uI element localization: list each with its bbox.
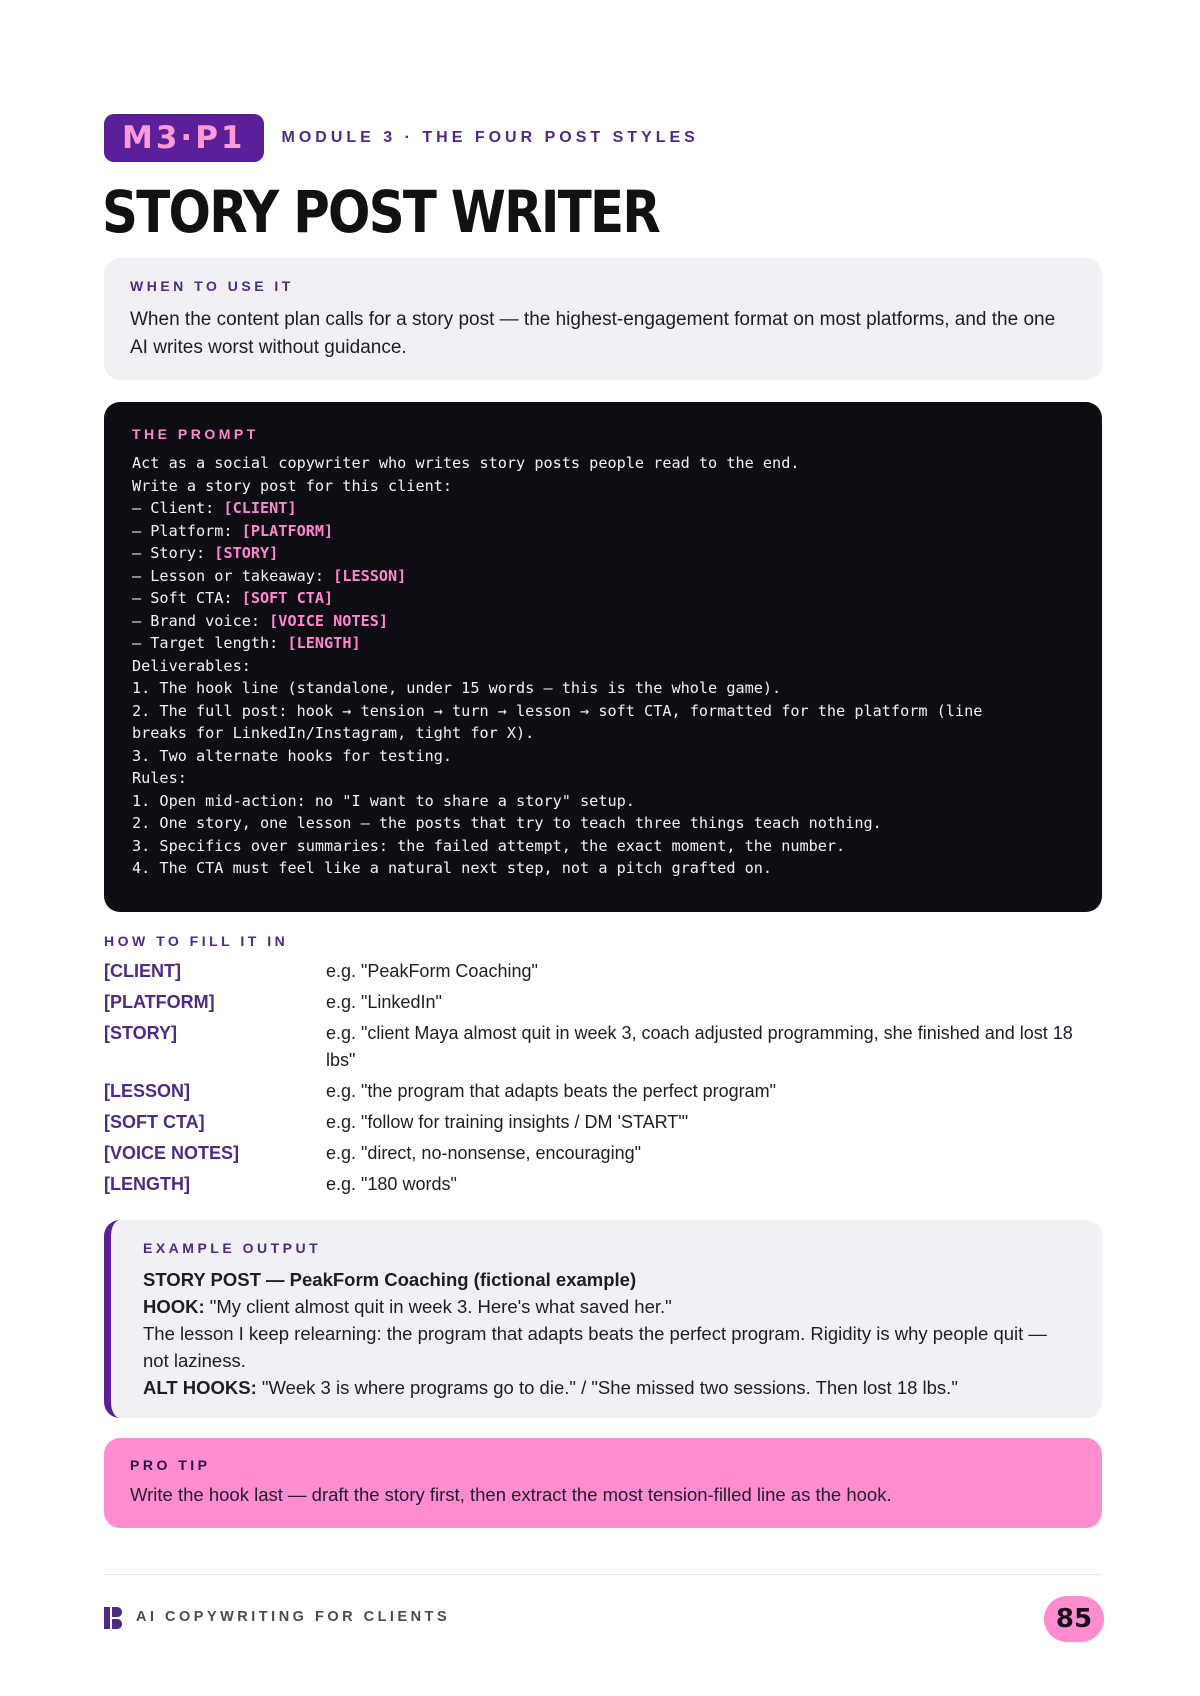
- prompt-line: [132, 610, 1074, 633]
- placeholder-token: [STORY]: [214, 544, 279, 562]
- prompt-line-text: Act as a social copywriter who writes story posts people read to the end.: [132, 454, 800, 472]
- prompt-line: [132, 722, 1074, 745]
- prompt-line: [132, 790, 1074, 813]
- example-body: [143, 1266, 1076, 1401]
- page-number: 85: [1044, 1596, 1104, 1642]
- placeholder-token: [VOICE NOTES]: [269, 611, 389, 630]
- prompt-line-text: – Client:: [132, 499, 224, 517]
- prompt-line: [132, 812, 1074, 835]
- prompt-line-text: Deliverables:: [132, 656, 251, 675]
- placeholder-token: [SOFT CTA]: [241, 589, 334, 607]
- prompt-line: [132, 587, 1074, 610]
- prompt-line-text: – Target length:: [132, 634, 288, 652]
- hook-label: HOOK:: [143, 1296, 205, 1317]
- fill-in-key: [STORY]: [104, 1023, 178, 1043]
- fill-in-value: e.g. "the program that adapts beats the perfect program": [326, 1081, 777, 1101]
- fill-in-row: [104, 1171, 1104, 1198]
- placeholder-token: [LENGTH]: [287, 634, 361, 652]
- alt-hooks-text: "Week 3 is where programs go to die." / "She missed two sessions. Then lost 18 lbs.": [256, 1377, 958, 1398]
- prompt-line-text: – Story:: [132, 544, 215, 562]
- alt-hooks-label: ALT HOOKS:: [143, 1377, 257, 1398]
- prompt-line-text: 1. Open mid-action: no "I want to share a story" setup.: [132, 791, 635, 810]
- prompt-line: [132, 700, 1074, 723]
- placeholder-token: [LESSON]: [333, 566, 407, 585]
- prompt-line: [132, 497, 1074, 520]
- prompt-line-text: – Lesson or takeaway:: [132, 566, 334, 585]
- fill-in-table: [104, 958, 1104, 1202]
- fill-in-value: e.g. "follow for training insights / DM 'START'": [326, 1112, 689, 1132]
- prompt-line-text: – Brand voice:: [132, 611, 270, 630]
- prompt-line: [132, 857, 1074, 880]
- prompt-line: [132, 632, 1074, 655]
- prompt-line: [132, 745, 1074, 768]
- prompt-line: [132, 542, 1074, 565]
- module-label: MODULE 3 · THE FOUR POST STYLES: [281, 129, 699, 146]
- fill-in-key: [LENGTH]: [104, 1174, 190, 1194]
- pro-tip-card: [104, 1438, 1102, 1528]
- prompt-line-text: 2. The full post: hook → tension → turn → lesson → soft CTA, formatted for the platform (line: [132, 701, 983, 720]
- prompt-line-text: breaks for LinkedIn/Instagram, tight for X).: [132, 724, 535, 742]
- prompt-line-text: Write a story post for this client:: [132, 476, 453, 495]
- prompt-line: [132, 655, 1074, 678]
- pro-tip-text: Write the hook last — draft the story first, then extract the most tension-filled line as the hook.: [130, 1484, 892, 1505]
- prompt-line: [132, 767, 1074, 790]
- prompt-line: [132, 452, 1074, 475]
- when-to-use-label: WHEN TO USE IT: [130, 278, 294, 294]
- prompt-line-text: Rules:: [132, 769, 187, 787]
- fill-in-row: [104, 958, 1104, 985]
- prompt-line-text: 1. The hook line (standalone, under 15 words – this is the whole game).: [132, 679, 782, 697]
- footer-title: AI COPYWRITING FOR CLIENTS: [136, 1609, 451, 1625]
- prompt-line-text: 3. Two alternate hooks for testing.: [132, 746, 453, 765]
- pro-tip-label: PRO TIP: [130, 1457, 211, 1473]
- fill-in-row: [104, 989, 1104, 1016]
- fill-in-label: HOW TO FILL IT IN: [104, 933, 289, 949]
- hook-text: "My client almost quit in week 3. Here's what saved her.": [204, 1296, 672, 1317]
- fill-in-value: e.g. "180 words": [326, 1174, 457, 1194]
- fill-in-key: [CLIENT]: [104, 961, 181, 981]
- fill-in-value: e.g. "direct, no-nonsense, encouraging": [326, 1143, 641, 1163]
- prompt-line: [132, 565, 1074, 588]
- fill-in-row: [104, 1140, 1104, 1167]
- example-lesson: The lesson I keep relearning: the program that adapts beats the perfect program. Rigidity is why people quit — not laziness.: [143, 1323, 1047, 1371]
- prompt-line: [132, 835, 1074, 858]
- fill-in-row: [104, 1078, 1104, 1105]
- prompt-line-text: 2. One story, one lesson – the posts that try to teach three things teach nothing.: [132, 814, 882, 832]
- footer-divider: [104, 1574, 1102, 1575]
- page-title: STORY POST WRITER: [102, 178, 660, 246]
- example-hook: [143, 1293, 1076, 1320]
- prompt-line-text: – Soft CTA:: [132, 589, 242, 607]
- fill-in-key: [VOICE NOTES]: [104, 1143, 240, 1163]
- module-badge: M3·P1: [104, 114, 264, 162]
- example-label: EXAMPLE OUTPUT: [143, 1240, 322, 1256]
- fill-in-value: e.g. "client Maya almost quit in week 3, coach adjusted programming, she finished and lost 18 lbs": [326, 1023, 1073, 1070]
- book-logo-icon: [104, 1607, 122, 1629]
- fill-in-value: e.g. "LinkedIn": [326, 992, 442, 1012]
- prompt-line-text: 4. The CTA must feel like a natural next step, not a pitch grafted on.: [132, 859, 773, 877]
- fill-in-value: e.g. "PeakForm Coaching": [326, 961, 538, 981]
- prompt-label: THE PROMPT: [132, 426, 259, 442]
- when-to-use-card: [104, 258, 1102, 380]
- prompt-line-text: 3. Specifics over summaries: the failed attempt, the exact moment, the number.: [132, 836, 846, 855]
- prompt-line: [132, 677, 1074, 700]
- example-title: STORY POST — PeakForm Coaching (fictional example): [143, 1269, 637, 1290]
- prompt-text: [132, 452, 1074, 880]
- placeholder-token: [CLIENT]: [223, 499, 297, 517]
- fill-in-key: [LESSON]: [104, 1081, 191, 1101]
- fill-in-row: [104, 1020, 1104, 1074]
- when-to-use-text: When the content plan calls for a story post — the highest-engagement format on most platforms, and the one AI writes worst without guidance.: [130, 309, 1056, 358]
- fill-in-row: [104, 1109, 1104, 1136]
- fill-in-key: [PLATFORM]: [104, 992, 215, 1012]
- prompt-line-text: – Platform:: [132, 521, 242, 540]
- prompt-line: [132, 520, 1074, 543]
- example-output-card: [104, 1220, 1102, 1418]
- prompt-card: [104, 402, 1102, 912]
- header: [104, 114, 699, 162]
- placeholder-token: [PLATFORM]: [241, 521, 334, 540]
- example-alt-hooks: [143, 1374, 1076, 1401]
- fill-in-key: [SOFT CTA]: [104, 1112, 205, 1132]
- prompt-line: [132, 475, 1074, 498]
